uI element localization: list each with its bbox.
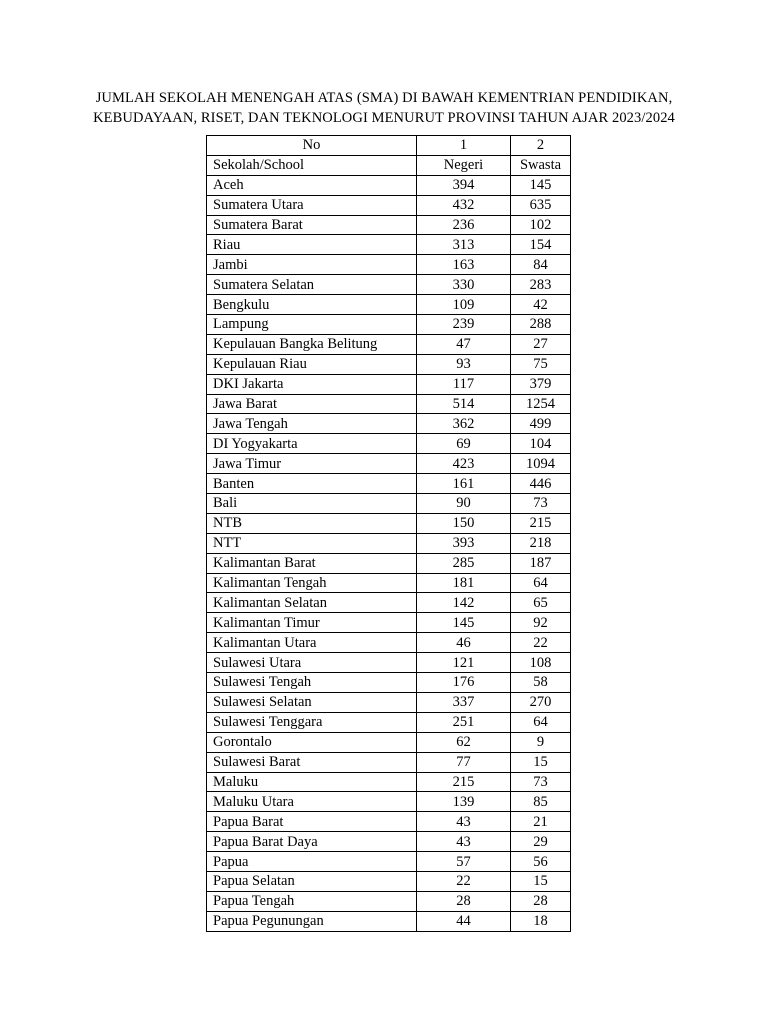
province-name-cell: Bengkulu [207,295,417,315]
province-name-cell: Sumatera Utara [207,195,417,215]
swasta-count-cell: 15 [511,871,571,891]
header-row-labels [207,155,571,175]
negeri-count-cell: 337 [417,692,511,712]
table-row [207,792,571,812]
table-row [207,712,571,732]
negeri-count-cell: 181 [417,573,511,593]
swasta-count-cell: 58 [511,673,571,693]
table-row [207,195,571,215]
province-name-cell: Jambi [207,255,417,275]
province-name-cell: DI Yogyakarta [207,434,417,454]
table-row [207,175,571,195]
table-row [207,653,571,673]
swasta-count-cell: 22 [511,633,571,653]
header-col-1: 1 [417,136,511,156]
negeri-count-cell: 46 [417,633,511,653]
swasta-count-cell: 215 [511,513,571,533]
document-title [0,88,768,128]
negeri-count-cell: 57 [417,852,511,872]
swasta-count-cell: 446 [511,474,571,494]
table-row [207,354,571,374]
province-name-cell: Aceh [207,175,417,195]
title-line-2: KEBUDAYAAN, RISET, DAN TEKNOLOGI MENURUT PROVINSI TAHUN AJAR 2023/2024 [93,110,675,126]
negeri-count-cell: 90 [417,494,511,514]
table-row [207,374,571,394]
swasta-count-cell: 15 [511,752,571,772]
table-row [207,852,571,872]
negeri-count-cell: 394 [417,175,511,195]
swasta-count-cell: 499 [511,414,571,434]
swasta-count-cell: 18 [511,911,571,931]
negeri-count-cell: 69 [417,434,511,454]
province-name-cell: Sulawesi Barat [207,752,417,772]
province-name-cell: Bali [207,494,417,514]
negeri-count-cell: 44 [417,911,511,931]
province-name-cell: Riau [207,235,417,255]
province-name-cell: Kalimantan Timur [207,613,417,633]
province-name-cell: Sulawesi Utara [207,653,417,673]
swasta-count-cell: 64 [511,712,571,732]
negeri-count-cell: 514 [417,394,511,414]
swasta-count-cell: 73 [511,494,571,514]
province-name-cell: Sumatera Barat [207,215,417,235]
table-row [207,812,571,832]
province-name-cell: Kalimantan Utara [207,633,417,653]
table-row [207,454,571,474]
table-row [207,732,571,752]
province-name-cell: Maluku [207,772,417,792]
negeri-count-cell: 215 [417,772,511,792]
table-row [207,891,571,911]
province-name-cell: Sulawesi Tengah [207,673,417,693]
province-name-cell: Papua Barat Daya [207,832,417,852]
province-name-cell: Sulawesi Tenggara [207,712,417,732]
negeri-count-cell: 43 [417,832,511,852]
negeri-count-cell: 142 [417,593,511,613]
negeri-count-cell: 362 [417,414,511,434]
table-row [207,215,571,235]
header-swasta: Swasta [511,155,571,175]
negeri-count-cell: 62 [417,732,511,752]
negeri-count-cell: 117 [417,374,511,394]
swasta-count-cell: 154 [511,235,571,255]
negeri-count-cell: 236 [417,215,511,235]
table-row [207,633,571,653]
swasta-count-cell: 29 [511,832,571,852]
table-row [207,494,571,514]
header-col-2: 2 [511,136,571,156]
province-name-cell: Papua Tengah [207,891,417,911]
province-name-cell: Kepulauan Bangka Belitung [207,334,417,354]
province-name-cell: Papua Selatan [207,871,417,891]
negeri-count-cell: 176 [417,673,511,693]
province-name-cell: Banten [207,474,417,494]
negeri-count-cell: 77 [417,752,511,772]
negeri-count-cell: 239 [417,315,511,335]
negeri-count-cell: 121 [417,653,511,673]
swasta-count-cell: 27 [511,334,571,354]
table-row [207,613,571,633]
negeri-count-cell: 150 [417,513,511,533]
swasta-count-cell: 108 [511,653,571,673]
swasta-count-cell: 104 [511,434,571,454]
swasta-count-cell: 1094 [511,454,571,474]
table-row [207,673,571,693]
swasta-count-cell: 187 [511,553,571,573]
negeri-count-cell: 109 [417,295,511,315]
province-name-cell: Jawa Timur [207,454,417,474]
negeri-count-cell: 47 [417,334,511,354]
negeri-count-cell: 145 [417,613,511,633]
table-row [207,573,571,593]
swasta-count-cell: 84 [511,255,571,275]
negeri-count-cell: 313 [417,235,511,255]
swasta-count-cell: 102 [511,215,571,235]
table-row [207,772,571,792]
province-name-cell: Kalimantan Selatan [207,593,417,613]
province-name-cell: Papua Barat [207,812,417,832]
swasta-count-cell: 283 [511,275,571,295]
table-body [207,136,571,932]
swasta-count-cell: 288 [511,315,571,335]
swasta-count-cell: 9 [511,732,571,752]
swasta-count-cell: 21 [511,812,571,832]
province-name-cell: Kalimantan Barat [207,553,417,573]
province-name-cell: Kepulauan Riau [207,354,417,374]
province-name-cell: Lampung [207,315,417,335]
table-row [207,533,571,553]
header-negeri: Negeri [417,155,511,175]
negeri-count-cell: 22 [417,871,511,891]
swasta-count-cell: 270 [511,692,571,712]
table-row [207,692,571,712]
table-row [207,752,571,772]
table-row [207,474,571,494]
table-row [207,275,571,295]
swasta-count-cell: 379 [511,374,571,394]
table-row [207,434,571,454]
province-name-cell: Jawa Barat [207,394,417,414]
swasta-count-cell: 64 [511,573,571,593]
swasta-count-cell: 75 [511,354,571,374]
province-name-cell: Papua [207,852,417,872]
table-row [207,235,571,255]
table-row [207,255,571,275]
negeri-count-cell: 93 [417,354,511,374]
province-name-cell: Kalimantan Tengah [207,573,417,593]
negeri-count-cell: 330 [417,275,511,295]
table-row [207,911,571,931]
province-school-table [206,135,571,932]
negeri-count-cell: 139 [417,792,511,812]
province-name-cell: Sulawesi Selatan [207,692,417,712]
table-row [207,871,571,891]
province-name-cell: Gorontalo [207,732,417,752]
negeri-count-cell: 285 [417,553,511,573]
province-name-cell: Maluku Utara [207,792,417,812]
table-row [207,553,571,573]
negeri-count-cell: 28 [417,891,511,911]
swasta-count-cell: 92 [511,613,571,633]
province-name-cell: Sumatera Selatan [207,275,417,295]
swasta-count-cell: 42 [511,295,571,315]
swasta-count-cell: 65 [511,593,571,613]
table-row [207,334,571,354]
table-row [207,593,571,613]
table-row [207,513,571,533]
title-line-1: JUMLAH SEKOLAH MENENGAH ATAS (SMA) DI BAWAH KEMENTRIAN PENDIDIKAN, [95,90,673,106]
swasta-count-cell: 73 [511,772,571,792]
header-no: No [207,136,417,156]
negeri-count-cell: 163 [417,255,511,275]
header-row-numbers [207,136,571,156]
negeri-count-cell: 393 [417,533,511,553]
table-row [207,315,571,335]
swasta-count-cell: 28 [511,891,571,911]
table-row [207,394,571,414]
header-school: Sekolah/School [207,155,417,175]
table-row [207,295,571,315]
province-name-cell: Papua Pegunungan [207,911,417,931]
swasta-count-cell: 145 [511,175,571,195]
negeri-count-cell: 432 [417,195,511,215]
swasta-count-cell: 218 [511,533,571,553]
swasta-count-cell: 1254 [511,394,571,414]
negeri-count-cell: 423 [417,454,511,474]
province-name-cell: NTT [207,533,417,553]
province-name-cell: NTB [207,513,417,533]
swasta-count-cell: 85 [511,792,571,812]
table-row [207,832,571,852]
table-row [207,414,571,434]
swasta-count-cell: 56 [511,852,571,872]
province-name-cell: Jawa Tengah [207,414,417,434]
negeri-count-cell: 251 [417,712,511,732]
negeri-count-cell: 43 [417,812,511,832]
swasta-count-cell: 635 [511,195,571,215]
negeri-count-cell: 161 [417,474,511,494]
province-name-cell: DKI Jakarta [207,374,417,394]
